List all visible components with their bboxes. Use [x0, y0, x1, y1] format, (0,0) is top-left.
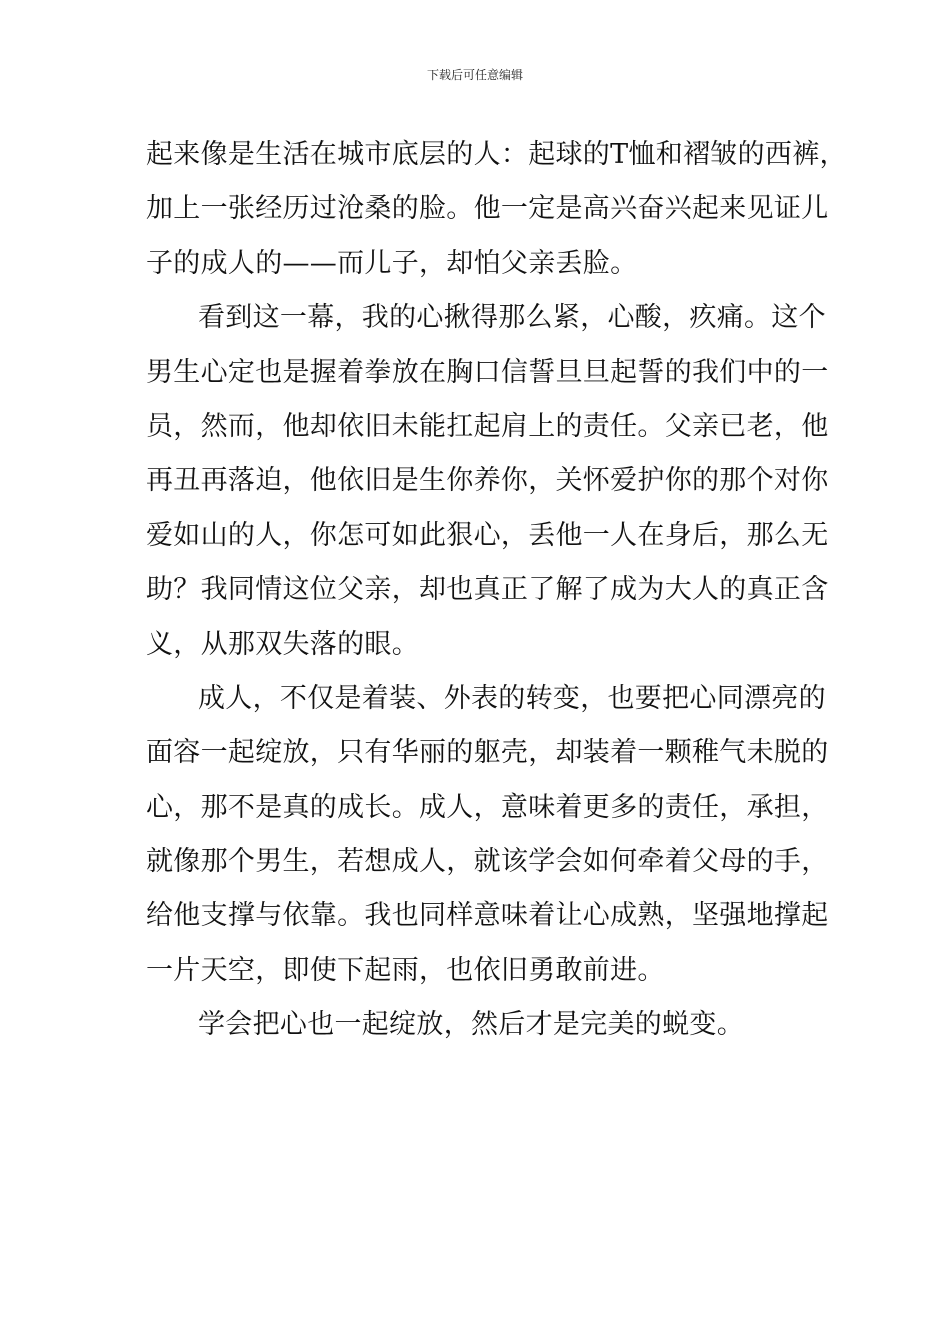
- text-line: 再丑再落迫，他依旧是生你养你，关怀爱护你的那个对你: [146, 465, 829, 497]
- paragraph-first-line: 成人，不仅是着装、外表的转变，也要把心同漂亮的: [198, 682, 826, 714]
- page-header: 下载后可任意编辑: [426, 68, 523, 82]
- text-line: 员，然而，他却依旧未能扛起肩上的责任。父亲已老，他: [146, 410, 829, 442]
- text-line: 心，那不是真的成长。成人，意味着更多的责任，承担，: [146, 791, 829, 823]
- text-line: 一片天空，即使下起雨，也依旧勇敢前进。: [146, 954, 665, 986]
- paragraph-first-line: 看到这一幕，我的心揪得那么紧，心酸，疚痛。这个: [198, 302, 826, 334]
- text-line: 子的成人的——而儿子，却怕父亲丢脸。: [146, 247, 638, 279]
- text-line: 加上一张经历过沧桑的脸。他一定是高兴奋兴起来见证儿: [146, 193, 829, 225]
- text-line: 义，从那双失落的眼。: [146, 628, 419, 660]
- text-line: 助？我同情这位父亲，却也真正了解了成为大人的真正含: [146, 574, 829, 606]
- document-body: [146, 128, 847, 1053]
- text-line: 给他支撑与依靠。我也同样意味着让心成熟，坚强地撑起: [146, 900, 829, 932]
- text-line: 面容一起绽放，只有华丽的躯壳，却装着一颗稚气未脱的: [146, 737, 829, 769]
- text-line: 爱如山的人，你怎可如此狠心，丢他一人在身后，那么无: [146, 519, 829, 551]
- text-line: 男生心定也是握着拳放在胸口信誓旦旦起誓的我们中的一: [146, 356, 829, 388]
- text-line: 就像那个男生，若想成人，就该学会如何牵着父母的手，: [146, 846, 829, 878]
- text-line: 起来像是生活在城市底层的人：起球的T恤和褶皱的西裤，: [146, 139, 847, 170]
- paragraph-first-line: 学会把心也一起绽放，然后才是完美的蜕变。: [198, 1009, 744, 1041]
